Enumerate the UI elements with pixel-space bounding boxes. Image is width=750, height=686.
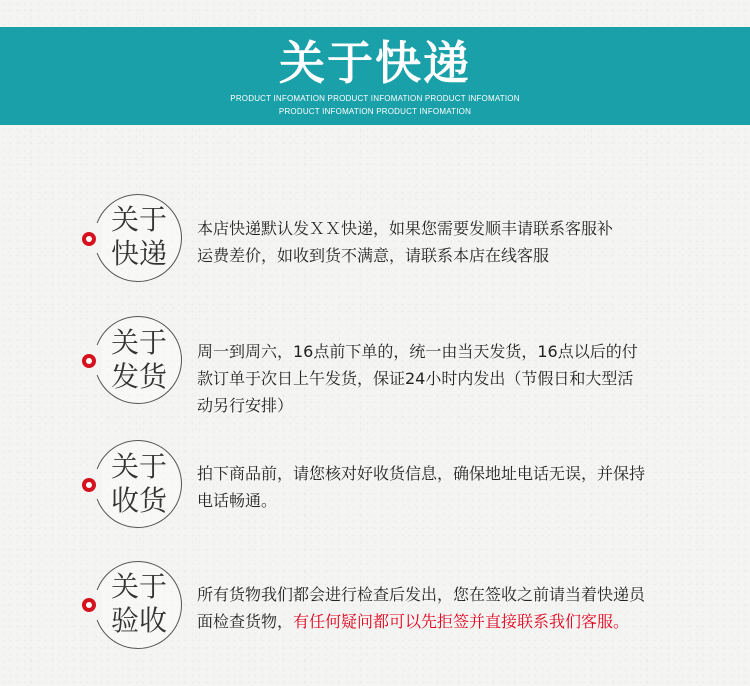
section-label: 关于 发货 xyxy=(110,326,167,393)
bullet-dot-icon xyxy=(82,598,96,612)
bullet-dot-icon xyxy=(82,354,96,368)
section-description: 周一到周六，16点前下单的，统一由当天发货，16点以后的付 款订单于次日上午发货，保证24小时内发出（节假日和大型活 动另行安排） xyxy=(197,342,638,415)
section-description: 拍下商品前，请您核对好收货信息，确保地址电话无误，并保持 电话畅通。 xyxy=(197,464,646,510)
section-label: 关于 收货 xyxy=(110,450,167,517)
banner-subtitle-line1: PRODUCT INFOMATION PRODUCT INFOMATION PRODUCT INFOMATION xyxy=(230,94,520,103)
description-text: 面检查货物， xyxy=(197,612,294,631)
page-title: 关于快递 xyxy=(279,36,471,90)
bullet-dot-icon xyxy=(82,232,96,246)
section-label: 关于 验收 xyxy=(110,570,167,637)
section-description: 本店快递默认发ＸＸ快递，如果您需要发顺丰请联系客服补 运费差价，如收到货不满意，请联系本店在线客服 xyxy=(197,219,614,265)
banner-subtitle-line2: PRODUCT INFOMATION PRODUCT INFOMATION xyxy=(278,107,472,116)
section-label: 关于 快递 xyxy=(110,203,167,270)
highlight-notice: 有任何疑问都可以先拒签并直接联系我们客服。 xyxy=(293,612,630,631)
bullet-dot-icon xyxy=(82,478,96,492)
header-banner xyxy=(0,27,750,125)
section-description: 所有货物我们都会进行检查后发出，您在签收之前请当着快递员 面检查货物，有任何疑问都可以先拒签并直接联系我们客服。 xyxy=(197,585,646,631)
